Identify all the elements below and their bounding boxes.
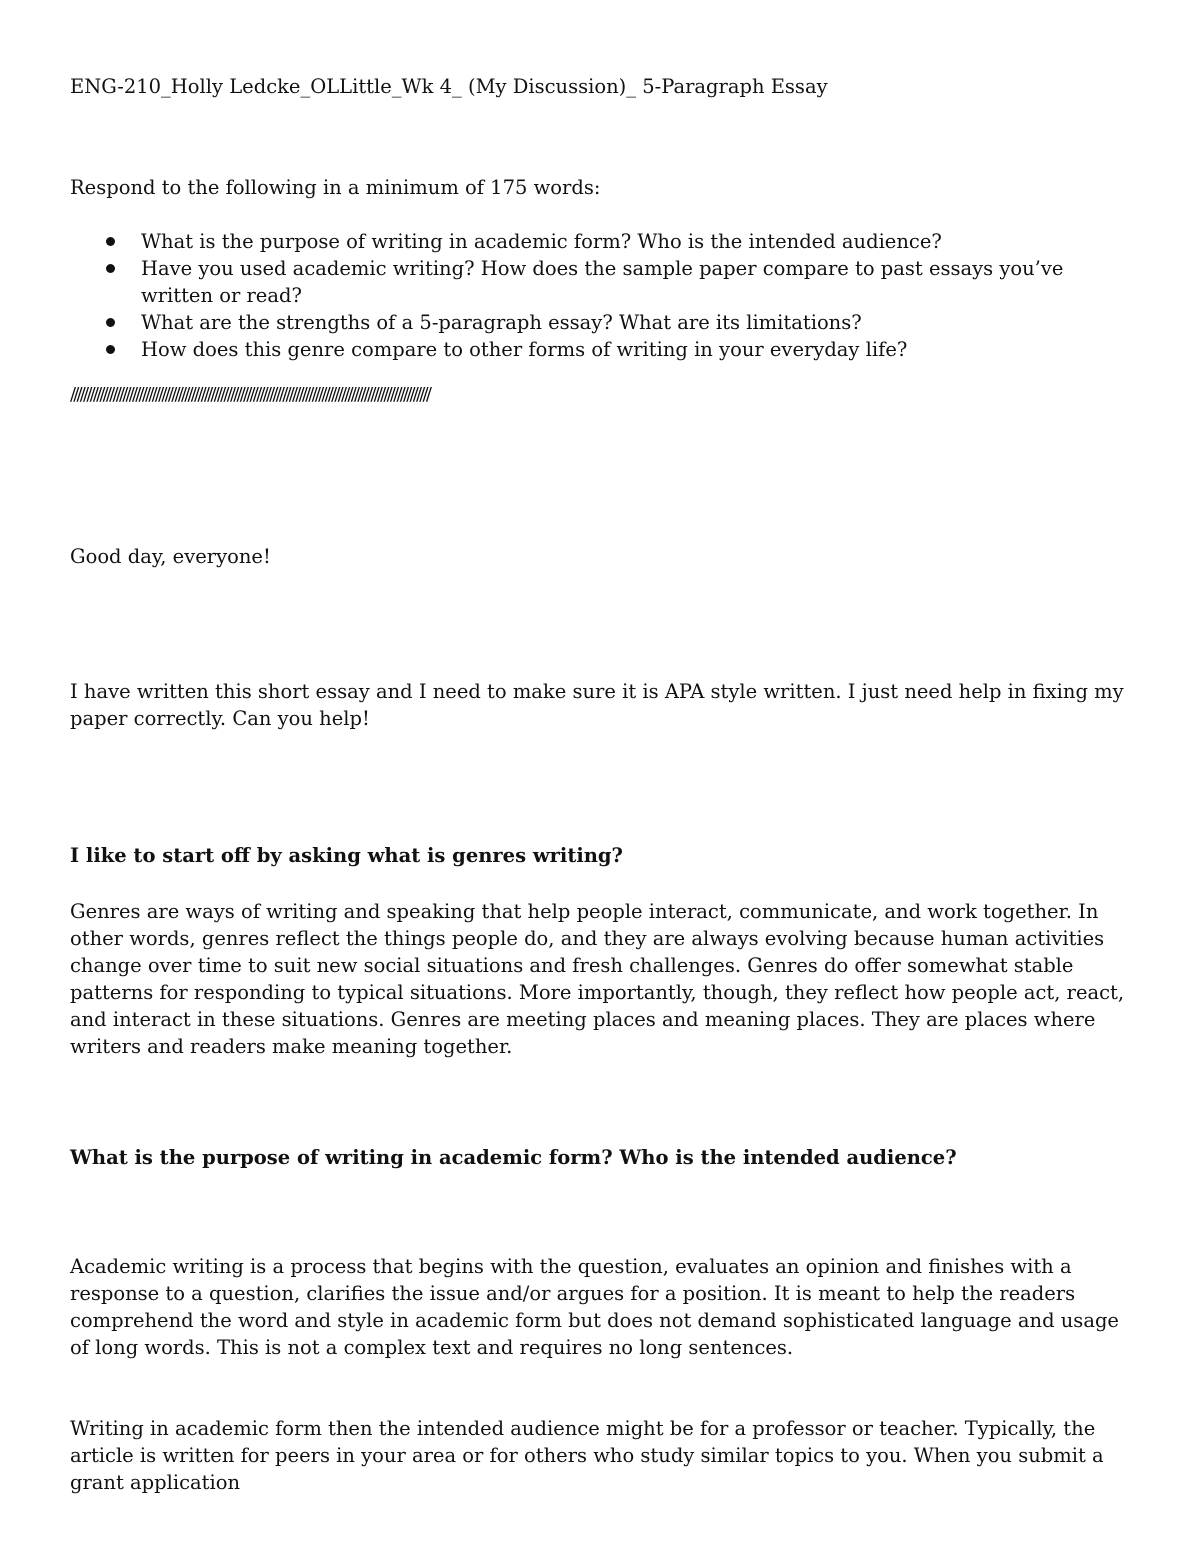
list-item	[70, 255, 1140, 309]
question-text: Have you used academic writing? How does the sample paper compare to past essays you’ve written or read?	[141, 257, 1064, 307]
bullet-icon	[106, 318, 115, 327]
question-text: What is the purpose of writing in academic form? Who is the intended audience?	[141, 230, 942, 253]
bullet-icon	[106, 264, 115, 273]
prompt-text: Respond to the following in a minimum of 175 words:	[70, 176, 601, 199]
genres-paragraph: Genres are ways of writing and speaking that help people interact, communicate, and work together. In other words, genres reflect the things people do, and they are always evolving because human activities change over time to suit new social situations and fresh challenges. Genres do offer somewhat stable patterns for responding to typical situations. More importantly, though, they reflect how people act, react, and interact in these situations. Genres are meeting places and meaning places. They are places where writers and readers make meaning together.	[70, 900, 1125, 1058]
request-paragraph: I have written this short essay and I need to make sure it is APA style written. I just need help in fixing my paper correctly. Can you help!	[70, 680, 1124, 730]
document-title: ENG-210_Holly Ledcke_OLLittle_Wk 4_ (My Discussion)_ 5-Paragraph Essay	[70, 75, 828, 98]
question-text: What are the strengths of a 5-paragraph essay? What are its limitations?	[141, 311, 862, 334]
question-list	[70, 228, 1140, 363]
question-text: How does this genre compare to other forms of writing in your everyday life?	[141, 338, 908, 361]
list-item	[70, 336, 1140, 363]
separator-line: //////////////////////////////////////////////////////////////////////////////////////////////////////////////	[70, 384, 430, 405]
academic-writing-paragraph: Academic writing is a process that begins with the question, evaluates an opinion and finishes with a response to a question, clarifies the issue and/or argues for a position. It is meant to help the readers comprehend the word and style in academic form but does not demand sophisticated language and usage of long words. This is not a complex text and requires no long sentences.	[70, 1255, 1119, 1359]
section-heading-purpose: What is the purpose of writing in academic form? Who is the intended audience?	[70, 1146, 957, 1169]
list-item	[70, 309, 1140, 336]
bullet-icon	[106, 237, 115, 246]
audience-paragraph: Writing in academic form then the intended audience might be for a professor or teacher. Typically, the article is written for peers in your area or for others who study similar topics to you. When you submit a grant application	[70, 1417, 1104, 1494]
list-item	[70, 228, 1140, 255]
section-heading-genres: I like to start off by asking what is genres writing?	[70, 844, 623, 867]
greeting-text: Good day, everyone!	[70, 545, 271, 568]
bullet-icon	[106, 345, 115, 354]
